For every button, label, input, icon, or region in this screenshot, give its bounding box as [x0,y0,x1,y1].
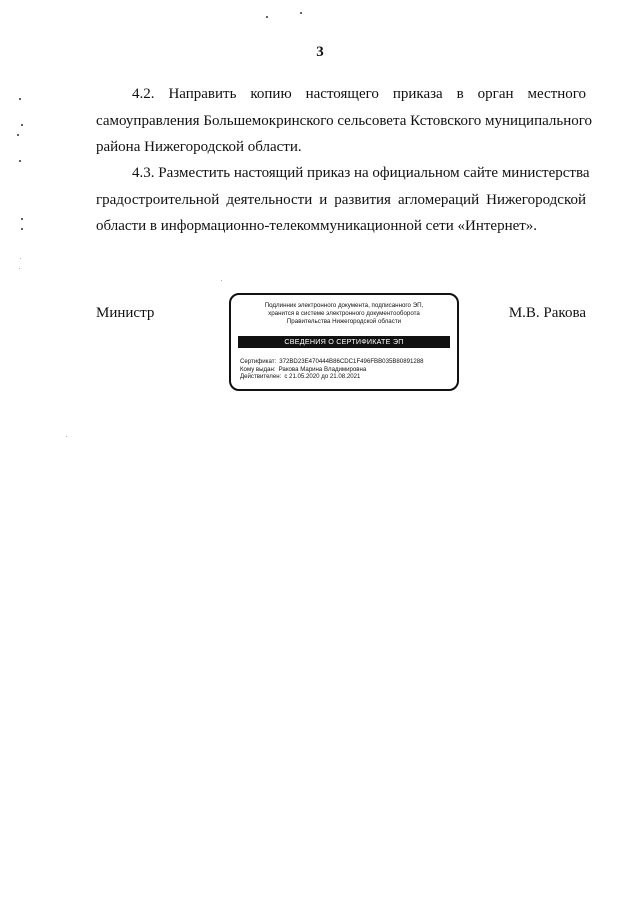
scan-speck [221,280,222,281]
validity-value: с 21.05.2020 до 21.08.2021 [284,373,361,381]
scan-speck [300,12,302,14]
stamp-header-line: хранится в системе электронного документооборота [268,310,420,317]
stamp-details [240,358,424,381]
page-number: 3 [316,44,324,60]
stamp-header-line: Подлинник электронного документа, подписанного ЭП, [264,302,424,309]
scan-speck [21,228,23,230]
paragraph-4-2 [96,81,593,161]
owner-label: Кому выдан: [240,365,276,373]
certificate-row [240,358,424,366]
stamp-header [231,302,457,326]
paragraph-line: самоуправления Большемокринского сельсовета Кстовского муниципального [96,112,593,129]
electronic-signature-stamp [229,293,459,391]
scan-speck [66,436,67,437]
scan-speck [19,98,21,100]
scan-speck [20,258,21,259]
owner-row [240,366,424,374]
stamp-header-line: Правительства Нижегородской области [286,318,402,325]
signatory-title: Министр [96,305,155,321]
certificate-label: Сертификат: [240,358,277,365]
paragraph-line: 4.3. Разместить настоящий приказ на официальном сайте министерства [132,165,590,181]
paragraph-line: области в информационно-телекоммуникационной сети «Интернет». [96,218,538,234]
paragraph-line: 4.2. Направить копию настоящего приказа в орган местного [132,86,586,102]
scan-speck [21,218,23,220]
validity-label: Действителен: [240,373,282,381]
owner-value: Ракова Марина Владимировна [278,365,367,373]
scan-speck [19,268,20,269]
certificate-value: 372BD23E470444B86CDC1F496FBB035B80891288 [279,358,424,365]
scan-speck [19,160,21,162]
stamp-certificate-banner: СВЕДЕНИЯ О СЕРТИФИКАТЕ ЭП [238,336,450,348]
signatory-name: М.В. Ракова [508,305,586,321]
paragraph-line: района Нижегородской области. [96,139,302,155]
scan-speck [17,134,19,136]
validity-row [240,373,424,381]
scan-speck [21,124,23,126]
paragraph-line: градостроительной деятельности и развития агломераций Нижегородской [96,191,586,208]
paragraph-4-3 [96,160,590,240]
scan-speck [266,16,268,18]
